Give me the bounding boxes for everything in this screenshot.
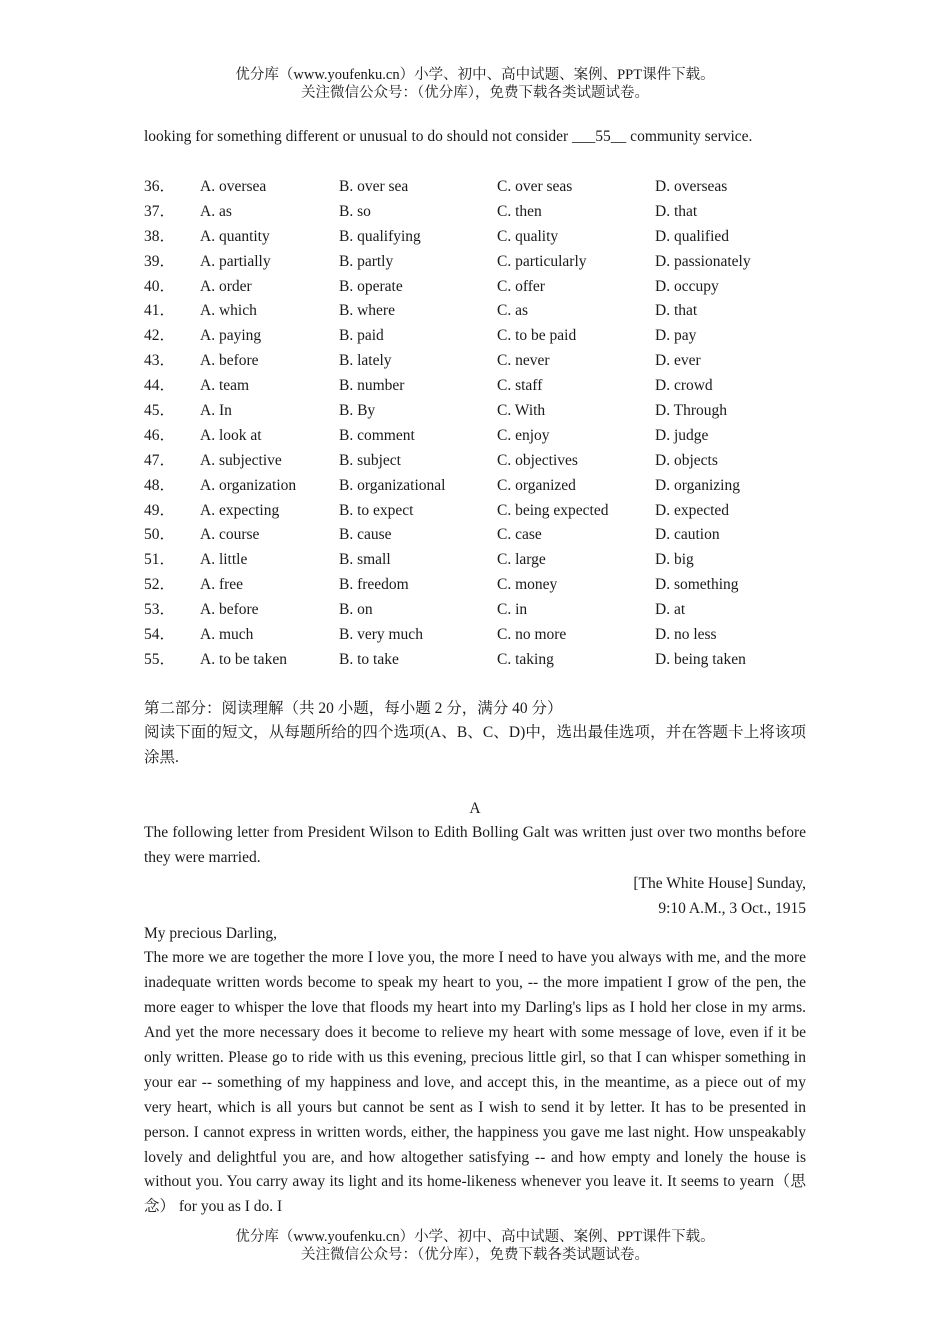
cloze-tail <box>144 124 806 149</box>
question-number: 46． <box>144 426 176 444</box>
option-b: B. subject <box>339 451 401 469</box>
option-b: B. to expect <box>339 501 414 519</box>
option-a: A. subjective <box>200 451 282 469</box>
option-a: A. which <box>200 302 257 320</box>
option-c: C. taking <box>497 650 554 668</box>
option-d: D. at <box>655 601 686 619</box>
letter-dateline-1: [The White House] Sunday, <box>633 874 806 892</box>
question-number: 52． <box>144 576 176 594</box>
option-a: A. team <box>200 377 250 395</box>
question-number: 50． <box>144 526 176 544</box>
option-d: D. judge <box>655 426 709 444</box>
option-c: C. organized <box>497 476 576 494</box>
question-number: 48． <box>144 476 176 494</box>
intro-line: looking for something different or unusual to do should not consider ___55__ community service. <box>144 128 753 145</box>
question-number: 55． <box>144 650 176 668</box>
option-b: B. where <box>339 302 395 320</box>
passage-intro: The following letter from President Wilson to Edith Bolling Galt was written just over two months before they were married. <box>144 824 806 866</box>
question-number: 39． <box>144 252 176 270</box>
option-row <box>144 622 806 647</box>
option-row <box>144 274 806 299</box>
option-row <box>144 647 806 672</box>
option-c: C. to be paid <box>497 327 577 345</box>
option-a: A. expecting <box>200 501 280 519</box>
options-list <box>144 174 806 672</box>
section-two <box>144 696 806 771</box>
option-a: A. oversea <box>200 178 267 195</box>
option-c: C. then <box>497 202 542 220</box>
option-c: C. money <box>497 576 558 594</box>
option-c: C. objectives <box>497 451 578 469</box>
option-c: C. over seas <box>497 178 573 195</box>
option-c: C. case <box>497 526 542 544</box>
option-b: B. By <box>339 402 376 420</box>
option-d: D. objects <box>655 451 718 469</box>
option-d: D. crowd <box>655 377 713 395</box>
question-number: 51． <box>144 551 176 569</box>
option-a: A. course <box>200 526 260 544</box>
question-number: 45． <box>144 402 176 420</box>
option-b: B. so <box>339 202 371 220</box>
option-c: C. With <box>497 402 546 420</box>
option-c: C. never <box>497 352 550 370</box>
option-row <box>144 473 806 498</box>
section-two-title: 第二部分：阅读理解（共 20 小题，每小题 2 分，满分 40 分） <box>144 700 563 717</box>
option-row <box>144 199 806 224</box>
question-number: 42． <box>144 327 176 345</box>
question-number: 41． <box>144 302 176 320</box>
option-b: B. operate <box>339 277 403 295</box>
option-a: A. organization <box>200 476 297 494</box>
option-row <box>144 249 806 274</box>
option-d: D. something <box>655 576 739 594</box>
question-number: 44． <box>144 377 176 395</box>
section-two-instructions: 阅读下面的短文，从每题所给的四个选项(A、B、C、D)中，选出最佳选项，并在答题卡上将该项涂黑. <box>144 724 806 766</box>
question-number: 53． <box>144 601 176 619</box>
option-d: D. that <box>655 302 698 320</box>
option-row <box>144 423 806 448</box>
option-d: D. pay <box>655 327 697 345</box>
question-number: 43． <box>144 352 176 370</box>
option-b: B. on <box>339 601 373 619</box>
passage-a <box>144 796 806 1216</box>
option-a: A. much <box>200 626 254 644</box>
option-row <box>144 547 806 572</box>
option-d: D. caution <box>655 526 720 544</box>
option-d: D. organizing <box>655 476 740 494</box>
option-row <box>144 498 806 523</box>
option-a: A. order <box>200 277 252 295</box>
option-b: B. freedom <box>339 576 409 594</box>
option-c: C. offer <box>497 277 545 295</box>
option-a: A. little <box>200 551 248 569</box>
option-row <box>144 323 806 348</box>
option-d: D. passionately <box>655 252 751 270</box>
option-row <box>144 572 806 597</box>
header-line-2: 关注微信公众号：（优分库），免费下载各类试题试卷。 <box>301 85 649 101</box>
option-a: A. paying <box>200 327 262 345</box>
option-b: B. very much <box>339 626 423 644</box>
letter-salutation: My precious Darling, <box>144 924 278 942</box>
option-c: C. particularly <box>497 252 587 270</box>
option-a: A. as <box>200 202 232 220</box>
option-row <box>144 298 806 323</box>
option-row <box>144 373 806 398</box>
option-b: B. partly <box>339 252 394 270</box>
option-d: D. Through <box>655 402 728 420</box>
option-row <box>144 448 806 473</box>
option-d: D. no less <box>655 626 717 644</box>
page-header <box>0 66 950 102</box>
option-b: B. small <box>339 551 391 569</box>
footer-line-2: 关注微信公众号：（优分库），免费下载各类试题试卷。 <box>301 1247 649 1263</box>
option-c: C. enjoy <box>497 426 550 444</box>
passage-label: A <box>469 800 481 817</box>
option-row <box>144 398 806 423</box>
footer-line-1: 优分库（www.youfenku.cn）小学、初中、高中试题、案例、PPT课件下载。 <box>235 1229 715 1245</box>
option-b: B. to take <box>339 650 399 668</box>
option-c: C. as <box>497 302 528 320</box>
option-c: C. quality <box>497 227 559 245</box>
option-c: C. large <box>497 551 546 569</box>
header-line-1: 优分库（www.youfenku.cn）小学、初中、高中试题、案例、PPT课件下载。 <box>235 67 715 83</box>
option-d: D. overseas <box>655 178 728 195</box>
option-row <box>144 348 806 373</box>
question-number: 38． <box>144 227 176 245</box>
option-b: B. organizational <box>339 476 446 494</box>
question-number: 49． <box>144 501 176 519</box>
option-a: A. In <box>200 402 232 420</box>
question-number: 54． <box>144 626 176 644</box>
option-d: D. that <box>655 202 698 220</box>
option-d: D. big <box>655 551 694 569</box>
option-b: B. cause <box>339 526 392 544</box>
option-b: B. number <box>339 377 405 395</box>
option-row <box>144 597 806 622</box>
option-c: C. in <box>497 601 528 619</box>
option-d: D. being taken <box>655 650 746 668</box>
option-a: A. to be taken <box>200 650 287 668</box>
question-number: 40． <box>144 277 176 295</box>
option-d: D. expected <box>655 501 730 519</box>
letter-dateline-2: 9:10 A.M., 3 Oct., 1915 <box>658 899 806 917</box>
option-b: B. lately <box>339 352 392 370</box>
option-d: D. ever <box>655 352 701 370</box>
option-row <box>144 522 806 547</box>
option-row <box>144 224 806 249</box>
option-c: C. no more <box>497 626 567 644</box>
option-a: A. free <box>200 576 244 594</box>
option-b: B. qualifying <box>339 227 421 245</box>
option-row <box>144 174 806 199</box>
letter-body: The more we are together the more I love you, the more I need to have you always with me, and the more inadequate written words become to speak my heart to you, -- the more impatient I grow of the pen, the more eager to whisper the love that floods my heart into my Darling's lips as I hold her close in my arms. And yet the more necessary does it become to relieve my heart with some message of love, even if it be only written. Please go to ride with us this evening, precious little girl, so that I can whisper something in your ear -- something of my happiness and love, and accept this, in the meantime, as a piece out of my very heart, which is all yours but cannot be sent as I wish to send it by letter. It has to be presented in person. I cannot express in written words, either, the happiness you gave me last night. How unspeakably lovely and delightful you are, and how altogether satisfying -- and how empty and lonely the house is without you. You carry away its light and its home-likeness whenever you leave it. It seems to yearn（思念） for you as I do. I <box>144 948 806 1216</box>
option-a: A. partially <box>200 252 271 270</box>
question-number: 36． <box>144 178 176 195</box>
option-b: B. over sea <box>339 178 409 195</box>
option-c: C. staff <box>497 377 543 395</box>
option-c: C. being expected <box>497 501 609 519</box>
option-a: A. look at <box>200 426 262 444</box>
question-number: 37． <box>144 202 176 220</box>
option-a: A. before <box>200 601 259 619</box>
option-d: D. qualified <box>655 227 730 245</box>
option-a: A. before <box>200 352 259 370</box>
option-b: B. comment <box>339 426 415 444</box>
page-footer <box>0 1228 950 1264</box>
option-b: B. paid <box>339 327 384 345</box>
option-a: A. quantity <box>200 227 270 245</box>
option-d: D. occupy <box>655 277 719 295</box>
question-number: 47． <box>144 451 176 469</box>
